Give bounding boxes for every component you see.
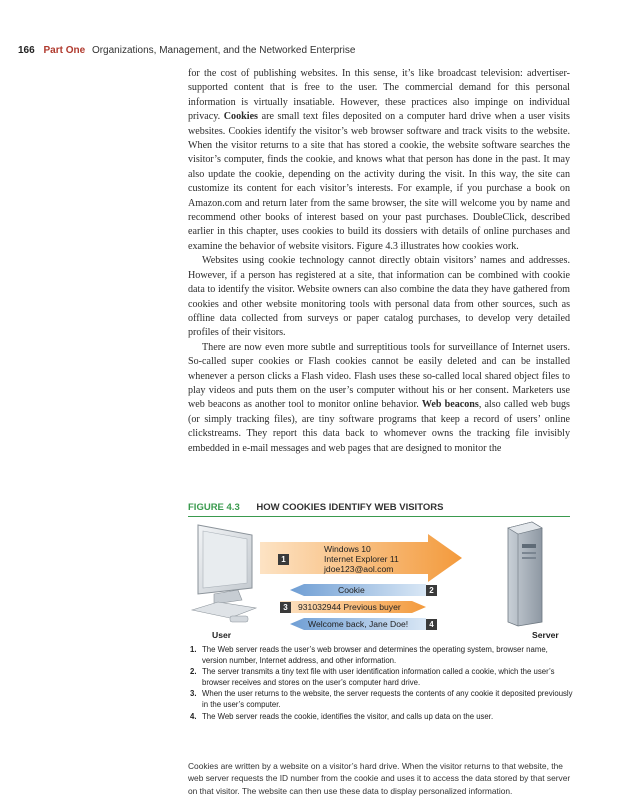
- step-item: [188, 712, 573, 723]
- step-text: The Web server reads the user’s web browser and determines the operating system, browser name, version number, Internet address, and other information.: [202, 645, 548, 665]
- part-label: Part One: [43, 45, 86, 56]
- figure-heading: HOW COOKIES IDENTIFY WEB VISITORS: [256, 502, 444, 513]
- term-web-beacons: Web beacons: [421, 399, 479, 411]
- paragraph-3: [188, 341, 570, 456]
- step-number: 1.: [190, 645, 197, 654]
- paragraph-3-text-a: There are now even more subtle and surreptitious tools for surveillance of Internet users. So-called super cookies or Flash cookies cannot be easily deleted and can be installed whenever a person clicks a Flash video. Flash uses these so-called local shared object files to play videos and puts them on the user’s computer without his or her consent. Marketers use web beacons as another tool to monitor online behavior.: [188, 341, 570, 411]
- header-title: Organizations, Management, and the Networked Enterprise: [91, 45, 356, 56]
- paragraph-2-text: Websites using cookie technology cannot directly obtain visitors’ names and addresses. However, if a person has registered at a site, that information can be combined with cookie data to identify the visitor. Website owners can also combine the data they have gathered from cookies and other website monitoring tools with personal data from other sources, such as offline data collected from surveys or paper catalog purchases, to develop very detailed profiles of their visitors.: [188, 255, 570, 339]
- cookie-diagram: [190, 520, 570, 640]
- paragraph-1-text-a: for the cost of publishing websites. In this sense, it’s like broadcast television: advertiser-supported content that is free to the user. The commercial demand for this personal information is virtually insatiable. However, these practices also impinge on individual privacy.: [188, 68, 570, 123]
- arrow-3-text: 931032944 Previous buyer: [298, 602, 401, 612]
- step-badge-4: 4: [426, 619, 437, 630]
- server-label: Server: [532, 630, 559, 640]
- user-computer-icon: [192, 525, 256, 622]
- step-text: When the user returns to the website, the server requests the contents of any cookie it deposited previously in the user’s computer.: [202, 689, 573, 709]
- step-item: [188, 667, 573, 688]
- term-cookies: Cookies: [223, 111, 258, 123]
- body-text: [188, 67, 570, 456]
- step-text: The server transmits a tiny text file with user identification information called a cookie, which the user’s browser receives and stores on the user’s computer hard drive.: [202, 667, 555, 687]
- step-number: 3.: [190, 689, 197, 699]
- paragraph-1-text-b: are small text files deposited on a computer hard drive when a user visits websites. Cookies identify the visitor’s web browser software and track visits to the website. When the visitor returns to a site that has stored a cookie, the website software searches the visitor’s computer, finds the cookie, and knows what that person has done in the past. It may also update the cookie, depending on the activity during the visit. In this way, the site can customize its content for each visitor’s interests. For example, if you purchase a book on Amazon.com and return later from the same browser, the site will welcome you by name and recommend other books of interest based on your past purchases. DoubleClick, described earlier in this chapter, uses cookies to build its dossiers with details of online purchases and examine the behavior of website visitors. Figure 4.3 illustrates how cookies work.: [188, 111, 570, 252]
- arrow-1-line-3: jdoe123@aol.com: [324, 564, 394, 574]
- step-badge-1: 1: [278, 554, 289, 565]
- step-badge-2: 2: [426, 585, 437, 596]
- server-icon: [508, 522, 542, 626]
- arrow-1-line-1: Windows 10: [324, 544, 371, 554]
- figure-rule: [188, 516, 570, 517]
- figure-caption: Cookies are written by a website on a visitor’s hard drive. When the visitor returns to that website, the web server requests the ID number from the cookie and uses it to access the data stored by that server on that visitor. The website can then use these data to display personalized information.: [188, 761, 571, 796]
- paragraph-1: [188, 67, 570, 254]
- page-number: 166: [18, 45, 35, 56]
- step-item: [188, 689, 573, 710]
- arrow-2-text: Cookie: [338, 585, 365, 595]
- step-item: [188, 645, 573, 666]
- running-header: [18, 44, 608, 60]
- step-badge-3: 3: [280, 602, 291, 613]
- paragraph-2: [188, 254, 570, 340]
- arrow-4-text: Welcome back, Jane Doe!: [308, 619, 409, 629]
- step-number: 2.: [190, 667, 197, 677]
- figure-number: FIGURE 4.3: [188, 502, 240, 513]
- arrow-1-line-2: Internet Explorer 11: [324, 554, 399, 564]
- figure-title: [188, 502, 588, 513]
- paragraph-3-text-b: , also called web bugs (or simply tracking files), are tiny software programs that keep a record of users’ online clickstreams. They report this data back to whomever owns the tracking file invisibly embedded in e-mail messages and web pages that are designed to monitor the: [188, 399, 570, 454]
- user-label: User: [212, 630, 232, 640]
- step-number: 4.: [190, 711, 197, 721]
- step-text: The Web server reads the cookie, identifies the visitor, and calls up data on the user.: [202, 711, 494, 721]
- arrow-1-text: [324, 544, 399, 574]
- figure-steps: [188, 645, 573, 723]
